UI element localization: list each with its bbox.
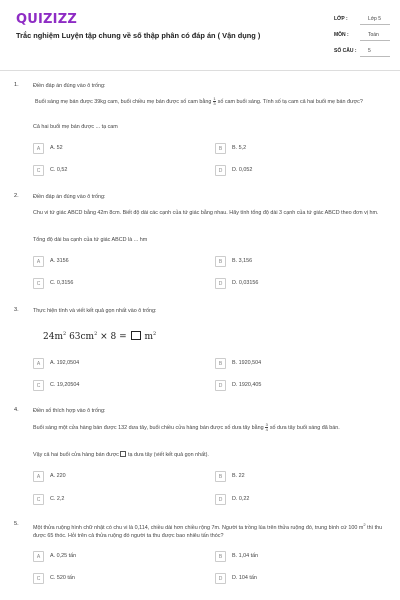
question-number: 5. [14, 521, 19, 527]
option-letter: B [215, 256, 226, 267]
option-text: B. 22 [232, 473, 245, 479]
formula-operator: × 8 = [100, 332, 127, 342]
option-letter: A [33, 551, 44, 562]
grade-label: LỚP : [334, 16, 348, 22]
quizizz-logo[interactable]: QUIZIZZ [16, 12, 77, 27]
question-body-part-b: số cam buổi sáng. Tính số tạ cam cả hai buổi mẹ bán được? [217, 98, 363, 105]
option-letter: A [33, 471, 44, 482]
option-letter: B [215, 143, 226, 154]
option-text: A. 0,25 tấn [50, 553, 77, 559]
option-text: C. 19,20504 [50, 382, 80, 388]
question-number: 4. [14, 407, 19, 413]
fraction-denominator: 4 [265, 427, 268, 432]
subject-value: Toán [368, 32, 379, 38]
option-letter: B [215, 358, 226, 369]
question-body-part-b: thì thu được 65 thóc. Hỏi trên cả thửa ruộng đó người ta thu được bao nhiêu tấn thóc? [33, 524, 383, 539]
option-text: C. 0,3156 [50, 280, 74, 286]
formula-exponent: 2 [63, 331, 67, 337]
option-letter: A [33, 358, 44, 369]
formula-term-1: 24m [43, 332, 63, 342]
subprompt-part-a: Vậy cả hai buổi cửa hàng bán được [33, 452, 119, 458]
option-text: D. 0,22 [232, 496, 250, 502]
option-letter: D [215, 165, 226, 176]
question-body-part-a: Buổi sáng một cửa hàng bán được 132 dưa tây, buổi chiều cửa hàng bán được số dưa tây bằng [33, 424, 264, 431]
question-body [33, 423, 388, 432]
option-text: D. 0,052 [232, 167, 253, 173]
option-letter: B [215, 551, 226, 562]
quiz-title: Trắc nghiệm Luyện tập chung về số thập phân có đáp án ( Vận dụng ) [16, 31, 261, 40]
subject-underline [360, 40, 390, 41]
question-prompt: Thực hiện tính và viết kết quả gọn nhất vào ô trống: [33, 308, 157, 314]
option-letter: A [33, 256, 44, 267]
fraction [213, 97, 216, 106]
worksheet-header [0, 0, 400, 62]
option-text: A. 220 [50, 473, 66, 479]
option-text: A. 192,0504 [50, 360, 80, 366]
option-text: B. 1920,504 [232, 360, 262, 366]
grade-underline [360, 24, 390, 25]
fraction-denominator: 3 [213, 101, 216, 106]
question-body-part-b: số dưa tây buổi sáng đã bán. [269, 424, 340, 431]
option-letter: C [33, 165, 44, 176]
header-divider [0, 70, 400, 71]
option-text: A. 3156 [50, 258, 69, 264]
formula-unit: m [144, 332, 153, 342]
question-prompt: Điền đáp án đúng vào ô trống: [33, 194, 106, 200]
option-letter: A [33, 143, 44, 154]
option-letter: D [215, 380, 226, 391]
question-body [35, 97, 390, 106]
option-text: C. 0,52 [50, 167, 68, 173]
question-body: Chu vi tứ giác ABCD bằng 42m 8cm. Biết độ dài các cạnh của tứ giác bằng nhau. Hãy tính tổng độ dài 3 cạnh của tứ giác ABCD theo đơn vị hm. [33, 210, 379, 216]
option-letter: D [215, 494, 226, 505]
question-subprompt: Cả hai buổi mẹ bán được ... tạ cam [33, 124, 118, 130]
answer-blank-box[interactable] [120, 451, 126, 457]
option-letter: B [215, 471, 226, 482]
question-prompt: Điền đáp án đúng vào ô trống: [33, 83, 106, 89]
option-text: B. 3,156 [232, 258, 253, 264]
formula-exponent: 2 [152, 331, 157, 337]
question-subprompt [33, 451, 388, 459]
question-body [33, 521, 388, 540]
option-text: D. 0,03156 [232, 280, 259, 286]
grade-value: Lớp 5 [368, 16, 382, 22]
fraction-numerator: 3 [265, 422, 268, 427]
question-count-label: SỐ CÂU : [334, 48, 357, 54]
formula-term-2: 63cm [69, 332, 95, 342]
question-number: 3. [14, 307, 19, 313]
math-expression [43, 331, 156, 342]
option-letter: C [33, 494, 44, 505]
question-body-part-a: Buổi sáng mẹ bán được 39kg cam, buổi chiều mẹ bán được số cam bằng [35, 98, 212, 105]
option-text: D. 104 tấn [232, 575, 257, 581]
option-letter: C [33, 278, 44, 289]
option-letter: C [33, 380, 44, 391]
option-text: D. 1920,405 [232, 382, 262, 388]
question-number: 2. [14, 193, 19, 199]
question-prompt: Điền số thích hợp vào ô trống: [33, 408, 106, 414]
question-subprompt: Tổng độ dài ba cạnh của tứ giác ABCD là ... hm [33, 237, 148, 243]
subprompt-part-b: tạ dưa tây (viết kết quả gọn nhất). [127, 452, 209, 458]
area-exponent: 2 [363, 522, 366, 527]
option-text: A. 52 [50, 145, 63, 151]
question-number: 1. [14, 82, 19, 88]
question-body-part-a: Một thửa ruộng hình chữ nhật có chu vi là 0,114, chiều dài hơn chiều rộng 7m. Người ta trồng lúa trên thửa ruộng đó, trung bình cứ 100 m [33, 524, 364, 531]
option-text: C. 520 tấn [50, 575, 75, 581]
question-count-underline [360, 56, 390, 57]
option-letter: D [215, 573, 226, 584]
formula-exponent: 2 [94, 331, 98, 337]
answer-blank-box[interactable] [131, 331, 141, 340]
option-text: B. 1,04 tấn [232, 553, 259, 559]
option-text: B. 5,2 [232, 145, 247, 151]
fraction [265, 423, 268, 432]
option-letter: C [33, 573, 44, 584]
option-letter: D [215, 278, 226, 289]
option-text: C. 2,2 [50, 496, 65, 502]
fraction-numerator: 1 [213, 96, 216, 101]
subject-label: MÔN : [334, 32, 349, 38]
question-count-value: 5 [368, 48, 371, 54]
